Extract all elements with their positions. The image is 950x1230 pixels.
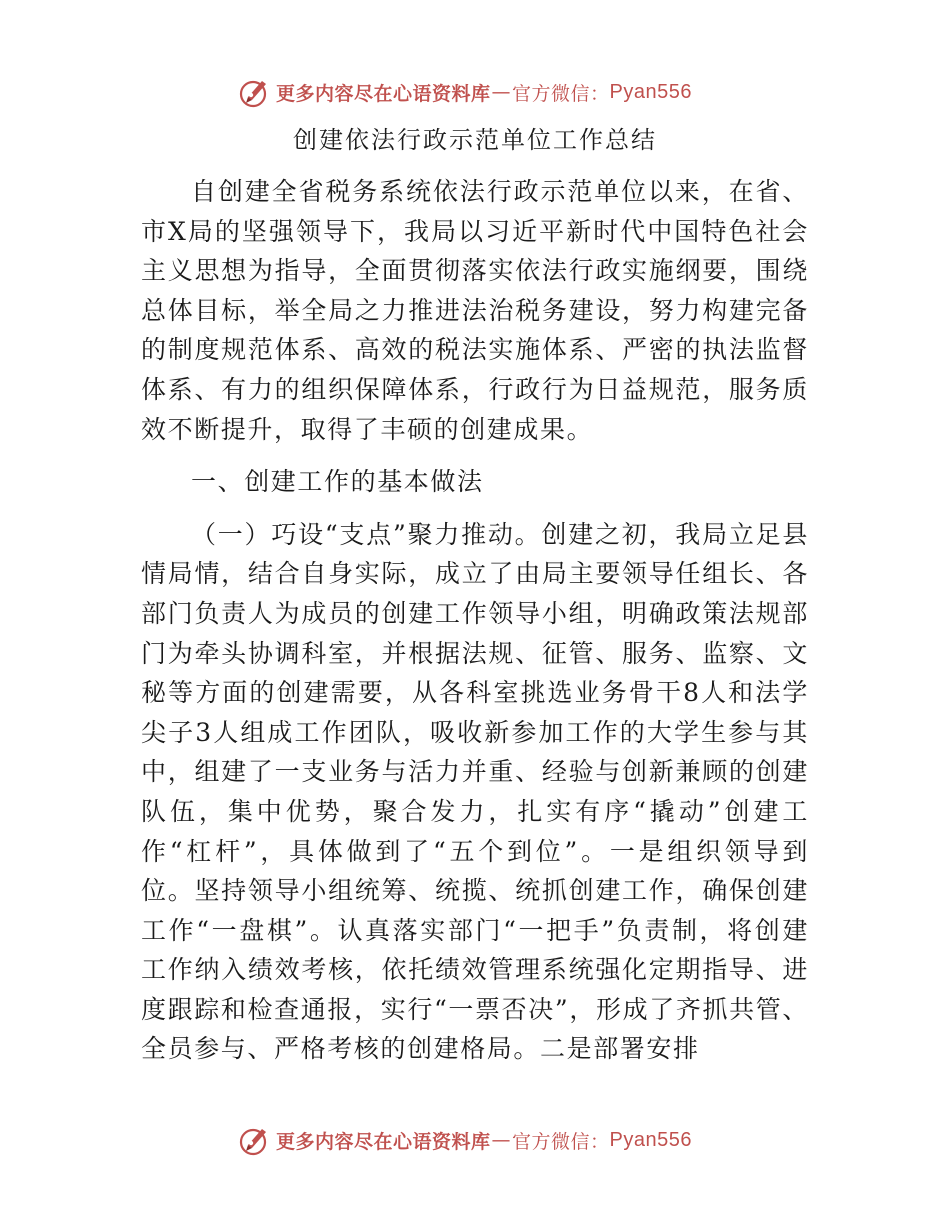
watermark-label: 官方微信： <box>512 1130 610 1153</box>
watermark-label: 官方微信： <box>512 82 610 105</box>
watermark-footer <box>238 1120 692 1160</box>
watermark-brand: 更多内容尽在心语资料库 <box>276 82 491 105</box>
intro-paragraph: 自创建全省税务系统依法行政示范单位以来，在省、市X局的坚强领导下，我局以习近平新时代中国特色社会主义思想为指导，全面贯彻落实依法行政实施纲要，围绕总体目标，举全局之力推进法治税务建设，努力构建完备的制度规范体系、高效的税法实施体系、严密的执法监督体系、有力的组织保障体系，行政行为日益规范，服务质效不断提升，取得了丰硕的创建成果。 <box>141 177 809 444</box>
watermark-separator: — <box>491 1129 512 1151</box>
watermark-header <box>238 72 692 112</box>
watermark-account: Pyan556 <box>609 80 692 103</box>
document-title: 创建依法行政示范单位工作总结 <box>293 126 657 154</box>
pen-seal-icon <box>238 1123 272 1157</box>
document-body <box>141 172 809 1069</box>
watermark-brand: 更多内容尽在心语资料库 <box>276 1130 491 1153</box>
watermark-separator: — <box>491 81 512 103</box>
section-heading: 一、创建工作的基本做法 <box>191 467 484 497</box>
section-paragraph: （一）巧设“支点”聚力推动。创建之初，我局立足县情局情，结合自身实际，成立了由局主要领导任组长、各部门负责人为成员的创建工作领导小组，明确政策法规部门为牵头协调科室，并根据法规、征管、服务、监察、文秘等方面的创建需要，从各科室挑选业务骨干8人和法学尖子3人组成工作团队，吸收新参加工作的大学生参与其中，组建了一支业务与活力并重、经验与创新兼顾的创建队伍，集中优势，聚合发力，扎实有序“撬动”创建工作“杠杆”，具体做到了“五个到位”。一是组织领导到位。坚持领导小组统筹、统揽、统抓创建工作，确保创建工作“一盘棋”。认真落实部门“一把手”负责制，将创建工作纳入绩效考核，依托绩效管理系统强化定期指导、进度跟踪和检查通报，实行“一票否决”，形成了齐抓共管、全员参与、严格考核的创建格局。二是部署安排 <box>141 519 809 1064</box>
pen-seal-icon <box>238 75 272 109</box>
watermark-account: Pyan556 <box>609 1128 692 1151</box>
